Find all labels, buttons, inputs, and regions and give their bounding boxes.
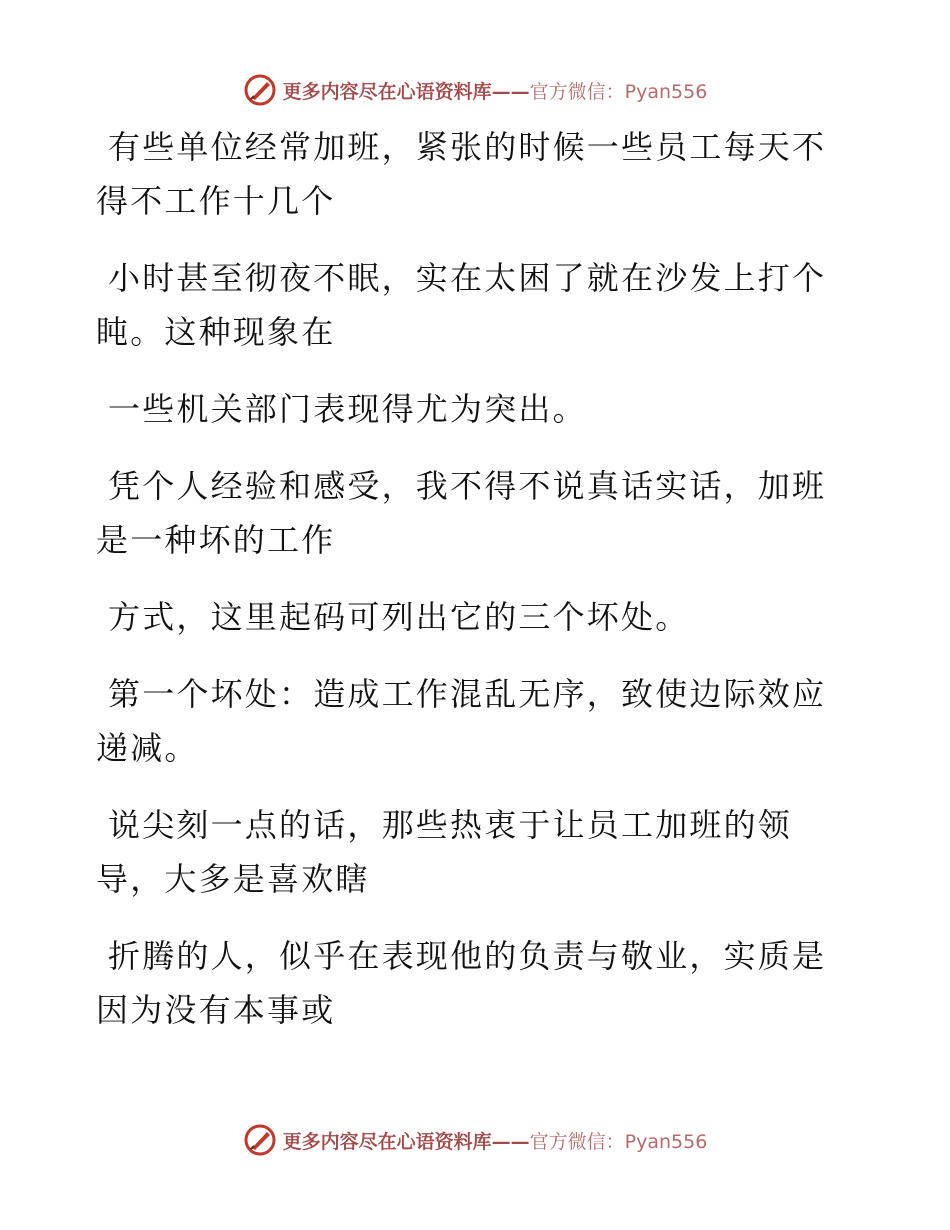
quill-logo-icon — [243, 1123, 277, 1157]
page-footer-banner — [0, 1122, 950, 1158]
body-paragraph: 方式，这里起码可列出它的三个坏处。 — [108, 598, 690, 636]
body-paragraph: 一些机关部门表现得尤为突出。 — [108, 390, 587, 428]
header-banner-wechat: 官方微信：Pyan556 — [529, 80, 708, 103]
footer-banner-wechat: 官方微信：Pyan556 — [529, 1130, 708, 1153]
header-banner-main: 更多内容尽在心语资料库 — [282, 80, 492, 103]
header-banner-text — [283, 77, 708, 104]
footer-banner-dash: —— — [491, 1130, 530, 1153]
body-paragraph: 有些单位经常加班，紧张的时候一些员工每天不得不工作十几个 — [96, 128, 827, 220]
footer-banner-main: 更多内容尽在心语资料库 — [282, 1130, 492, 1153]
body-paragraph: 折腾的人，似乎在表现他的负责与敬业，实质是因为没有本事或 — [96, 937, 827, 1029]
body-paragraph: 小时甚至彻夜不眠，实在太困了就在沙发上打个盹。这种现象在 — [96, 259, 827, 351]
footer-banner-text — [283, 1127, 708, 1154]
body-paragraph: 凭个人经验和感受，我不得不说真话实话，加班是一种坏的工作 — [96, 467, 827, 559]
header-banner-dash: —— — [491, 80, 530, 103]
document-body — [96, 120, 836, 1060]
quill-logo-icon — [243, 73, 277, 107]
body-paragraph: 说尖刻一点的话，那些热衷于让员工加班的领导，大多是喜欢瞎 — [96, 806, 793, 898]
page-header-banner — [0, 72, 950, 108]
body-paragraph: 第一个坏处：造成工作混乱无序，致使边际效应递减。 — [96, 675, 827, 767]
